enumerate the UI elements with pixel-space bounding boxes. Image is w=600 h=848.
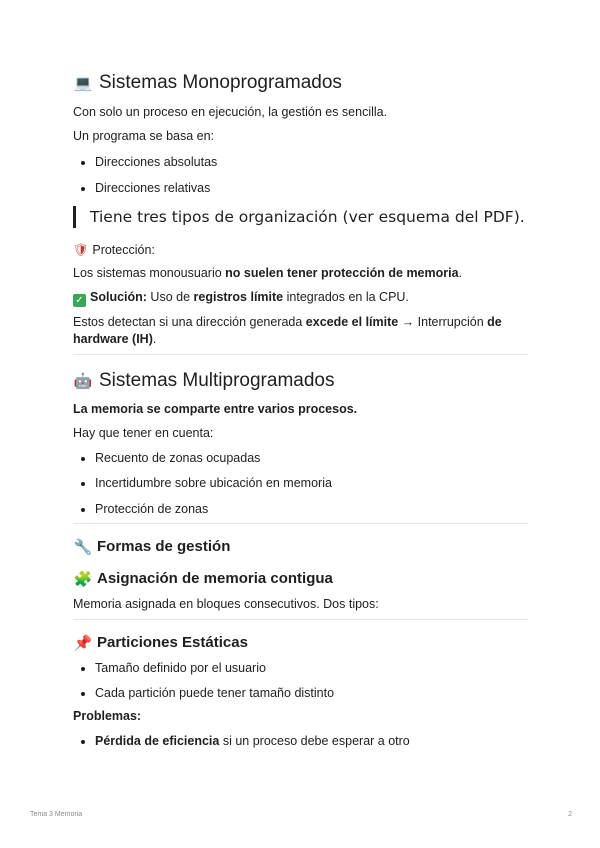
pushpin-icon: 📌	[73, 633, 93, 652]
bold-run: no suelen tener protección de memoria	[225, 265, 459, 280]
page-number: 2	[568, 811, 572, 818]
bold-run: Problemas:	[73, 709, 142, 723]
contigua-paragraph: Memoria asignada en bloques consecutivos. Dos tipos:	[73, 596, 379, 611]
protection-paragraph	[73, 265, 528, 282]
text-run: .	[152, 331, 157, 346]
solution-paragraph	[73, 289, 528, 307]
protection-text: Protección:	[92, 242, 155, 257]
intro-paragraph: Con solo un proceso en ejecución, la gestión es sencilla.	[73, 105, 388, 119]
text-run: Los sistemas monousuario	[73, 265, 226, 280]
robot-icon: 🤖	[73, 371, 93, 390]
heading-text: Sistemas Multiprogramados	[99, 369, 335, 391]
divider	[73, 523, 528, 524]
heading-monoprogramados	[73, 72, 528, 94]
page-content	[73, 70, 528, 759]
wrench-icon: 🔧	[73, 537, 93, 556]
quote-block: Tiene tres tipos de organización (ver esquema del PDF).	[73, 206, 528, 228]
text-run: .	[458, 265, 463, 280]
bold-run: Solución:	[90, 289, 147, 304]
heading-text: Particiones Estáticas	[97, 634, 248, 651]
heading-particiones-estaticas	[73, 634, 528, 652]
heading-memoria-contigua	[73, 570, 528, 588]
shared-memory-paragraph	[73, 401, 528, 418]
shield-icon: 🛡	[73, 242, 89, 257]
footer-title: Tema 3 Memoria	[30, 811, 83, 818]
bold-run: registros límite	[193, 289, 284, 304]
list-item: • Protección de zonas	[95, 501, 528, 518]
check-icon: ✓	[73, 294, 86, 307]
heading-formas-gestion	[73, 538, 528, 556]
divider	[73, 619, 528, 620]
problems-label	[73, 708, 528, 725]
problems-list	[73, 733, 528, 750]
list-item: • Incertidumbre sobre ubicación en memoria	[95, 475, 528, 492]
heading-text: Formas de gestión	[97, 538, 231, 555]
bold-run: de hardware (IH)	[73, 314, 502, 346]
list-item: • Recuento de zonas ocupadas	[95, 450, 528, 467]
based-on-paragraph: Un programa se basa en:	[73, 129, 215, 143]
text-run: → Interrupción	[398, 314, 488, 329]
list-item: • Direcciones absolutas	[95, 154, 528, 171]
bold-run: Pérdida de eficiencia	[95, 734, 220, 748]
text-run: Uso de	[146, 289, 194, 304]
text-run: integrados en la CPU.	[283, 289, 409, 304]
list-item: • Cada partición puede tener tamaño distinto	[95, 685, 528, 702]
consider-list	[73, 450, 528, 518]
list-item	[95, 733, 528, 750]
heading-multiprogramados	[73, 370, 528, 392]
text-run: si un proceso debe esperar a otro	[219, 734, 410, 748]
estaticas-list	[73, 660, 528, 703]
text-run: Estos detectan si una dirección generada	[73, 314, 306, 329]
list-item: • Direcciones relativas	[95, 180, 528, 197]
protection-label	[73, 242, 528, 259]
divider	[73, 354, 528, 355]
bold-run: La memoria se comparte entre varios procesos.	[73, 401, 358, 416]
list-item: • Tamaño definido por el usuario	[95, 660, 528, 677]
consider-paragraph: Hay que tener en cuenta:	[73, 425, 214, 440]
heading-text: Asignación de memoria contigua	[97, 570, 333, 587]
limit-paragraph	[73, 314, 528, 348]
heading-text: Sistemas Monoprogramados	[99, 72, 342, 93]
address-list	[73, 154, 528, 197]
puzzle-icon: 🧩	[73, 569, 93, 588]
bold-run: excede el límite	[305, 314, 399, 329]
laptop-icon: 💻	[73, 74, 93, 92]
